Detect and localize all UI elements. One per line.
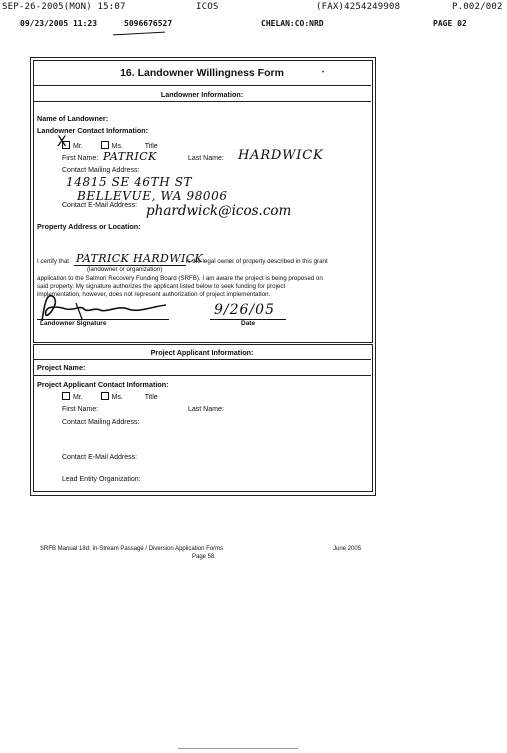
fax-org: ICOS [196,2,219,12]
mr-handwritten-check: X [57,134,67,150]
fax-number: (FAX)4254249908 [316,2,401,12]
applicant-mr-checkbox[interactable] [62,392,70,400]
landowner-salutation-row [62,141,158,150]
footer-manual: SRFB Manual 18d: In-Stream Passage / Diversion Application Forms [40,546,224,552]
fax-page-2: PAGE 02 [433,19,467,28]
certify-name-value: PATRICK HARDWICK [76,252,204,265]
footer-date: June 2005 [333,546,362,552]
applicant-first-name-label: First Name: [62,406,99,413]
applicant-ms-checkbox[interactable] [101,392,109,400]
fax-datetime-2: 09/23/2005 11:23 [20,19,98,28]
landowner-heading: Landowner Information: [160,90,244,99]
applicant-salutation-row [62,392,158,401]
first-name-label: First Name: [62,155,99,162]
certify-line-3: application to the Salmon Recovery Funding Board (SRFB). I am aware the project is being proposed on [37,275,323,282]
address-line-2: BELLEVUE, WA 98006 [77,189,228,203]
footer-page: Page 58 [192,554,215,560]
mr-label: Mr. [73,143,83,150]
scan-artifact-line [178,748,298,749]
landowner-heading-divider [33,101,371,102]
date-value: 9/26/05 [214,302,275,318]
first-name-value: PATRICK [103,150,157,163]
applicant-contact-label: Project Applicant Contact Information: [37,380,169,389]
address-line-1: 14815 SE 46TH ST [66,175,193,189]
fax-number-2: 5096676527 [124,19,173,28]
lead-entity-label: Lead Entity Organization: [62,476,141,483]
fax-page: P.002/002 [452,2,503,12]
applicant-mailing-label: Contact Mailing Address: [62,419,140,426]
project-name-divider [33,375,371,376]
pen-underline [113,32,165,36]
certify-suffix: is the legal owner of property described in this grant [186,258,328,265]
form-title: 16. Landowner Willingness Form [120,67,284,79]
email-label: Contact E-Mail Address: [62,202,138,209]
signature-label: Landowner Signature [40,320,107,327]
mailing-address-label: Contact Mailing Address: [62,167,140,174]
property-address-label: Property Address or Location: [37,222,141,231]
applicant-ms-label: Ms. [111,394,123,401]
project-name-label: Project Name: [37,363,86,372]
date-label: Date [241,320,256,327]
certify-sub-label: (landowner or organization) [87,266,163,273]
ms-label: Ms. [111,143,123,150]
applicant-last-name-label: Last Name: [188,406,224,413]
certify-line-4: said property. My signature authorizes the applicant listed below to seek funding for project [37,283,286,290]
fax-timestamp: SEP-26-2005(MON) 15:07 [2,2,126,12]
title-divider [33,85,371,86]
title-label: Title [144,143,158,150]
applicant-title-label: Title [144,394,158,401]
certify-prefix: I certify that [37,258,69,265]
applicant-heading-divider [33,359,371,360]
certify-line-5: implementation, however, does not represent authorization of project implementation. [37,291,271,298]
last-name-value: HARDWICK [238,148,324,163]
applicant-heading: Project Applicant Information: [150,348,254,357]
ms-checkbox[interactable] [101,141,109,149]
last-name-label: Last Name: [188,155,224,162]
applicant-email-label: Contact E-Mail Address: [62,454,138,461]
applicant-mr-label: Mr. [73,394,83,401]
speck-mark: • [322,70,325,76]
name-of-landowner-label: Name of Landowner: [37,114,109,123]
landowner-contact-label: Landowner Contact Information: [37,126,149,135]
fax-sender: CHELAN:CO:NRD [261,19,324,28]
email-value: phardwick@icos.com [146,203,292,219]
